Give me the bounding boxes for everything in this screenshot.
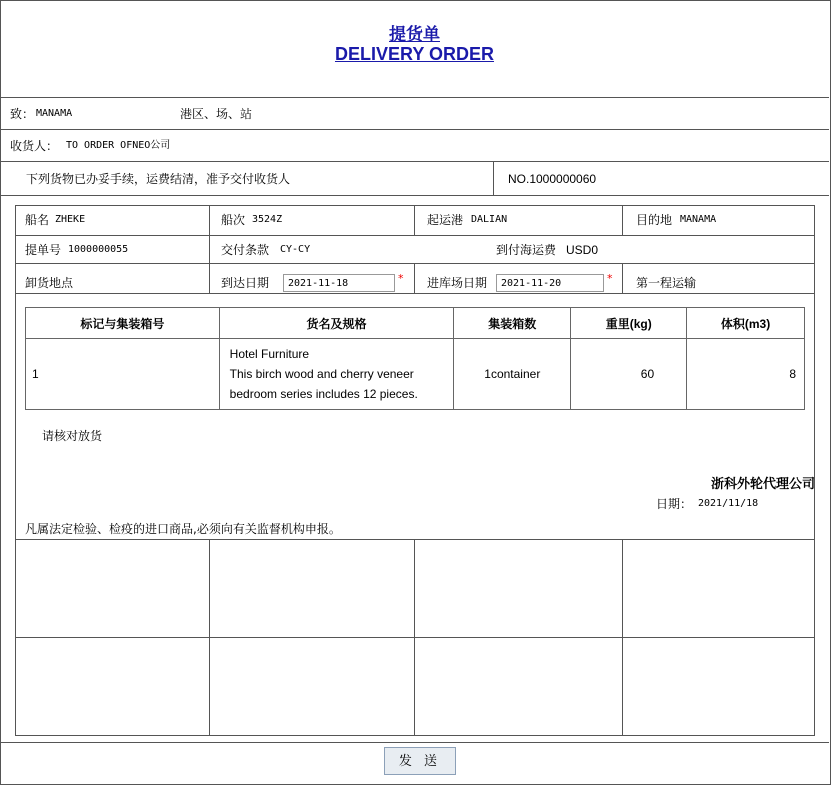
- arrival-label: 到达日期: [221, 276, 270, 290]
- to-suffix: 港区、场、站: [180, 107, 253, 121]
- order-number: NO.1000000060: [508, 172, 597, 186]
- required-star: *: [607, 272, 613, 285]
- col-header-marks: 标记与集装箱号: [26, 308, 220, 339]
- consignee-label: 收货人：: [10, 139, 59, 153]
- divider: [0, 129, 829, 130]
- description-line: This birch wood and cherry veneer: [229, 367, 414, 381]
- cell-mark: 1: [26, 339, 220, 410]
- table-row: [26, 339, 805, 410]
- description-line: Hotel Furniture: [229, 347, 310, 361]
- col-header-containers: 集装箱数: [454, 308, 571, 339]
- bl-label: 提单号: [25, 243, 62, 257]
- description-line: bedroom series includes 12 pieces.: [229, 387, 418, 401]
- col-header-weight: 重里(kg): [571, 308, 687, 339]
- warehouse-label: 进库场日期: [427, 276, 488, 290]
- company-name: 浙科外轮代理公司: [710, 477, 815, 492]
- consignee-value: TO ORDER OFNEO公司: [66, 140, 171, 151]
- col-header-volume: 体积(m3): [687, 308, 805, 339]
- table-header-row: [26, 308, 805, 339]
- arrival-date-input[interactable]: 2021-11-18: [283, 274, 395, 292]
- dest-label: 目的地: [636, 213, 673, 227]
- cell-volume: 8: [687, 339, 805, 410]
- pol-value: DALIAN: [471, 214, 508, 225]
- discharge-label: 卸货地点: [25, 276, 74, 290]
- col-header-description: 货名及规格: [219, 308, 454, 339]
- divider: [0, 97, 829, 98]
- divider: [493, 161, 494, 195]
- inspection-note: 凡属法定检验、检疫的进口商品,必须向有关监督机构申报。: [25, 522, 341, 536]
- divider: [0, 742, 829, 743]
- vessel-value: ZHEKE: [55, 214, 86, 225]
- freight-label: 到付海运费: [496, 243, 557, 257]
- freight-value: USD0: [566, 243, 599, 257]
- to-label: 致：: [10, 107, 35, 121]
- cell-containers: 1container: [454, 339, 571, 410]
- terms-value: CY-CY: [280, 244, 311, 255]
- title-cn: 提货单: [389, 25, 440, 45]
- pol-label: 起运港: [427, 213, 464, 227]
- cell-description: [219, 339, 454, 410]
- cell-weight: 60: [571, 339, 687, 410]
- divider: [0, 195, 829, 196]
- first-leg-label: 第一程运输: [636, 276, 697, 290]
- dest-value: MANAMA: [680, 214, 717, 225]
- send-button[interactable]: 发 送: [384, 747, 456, 775]
- required-star: *: [398, 272, 404, 285]
- terms-label: 交付条款: [221, 243, 270, 257]
- date-label: 日期：: [656, 497, 693, 511]
- goods-table: [25, 307, 805, 410]
- divider: [0, 161, 829, 162]
- voyage-value: 3524Z: [252, 214, 283, 225]
- notice-text: 下列货物已办妥手续，运费结清，准予交付收货人: [26, 172, 291, 186]
- bl-value: 1000000055: [68, 244, 129, 255]
- to-value: MANAMA: [36, 108, 73, 119]
- title-en: DELIVERY ORDER: [334, 44, 495, 64]
- voyage-label: 船次: [221, 213, 246, 227]
- date-value: 2021/11/18: [698, 498, 759, 509]
- vessel-label: 船名: [25, 213, 50, 227]
- warehouse-date-input[interactable]: 2021-11-20: [496, 274, 604, 292]
- verify-text: 请核对放货: [42, 429, 103, 443]
